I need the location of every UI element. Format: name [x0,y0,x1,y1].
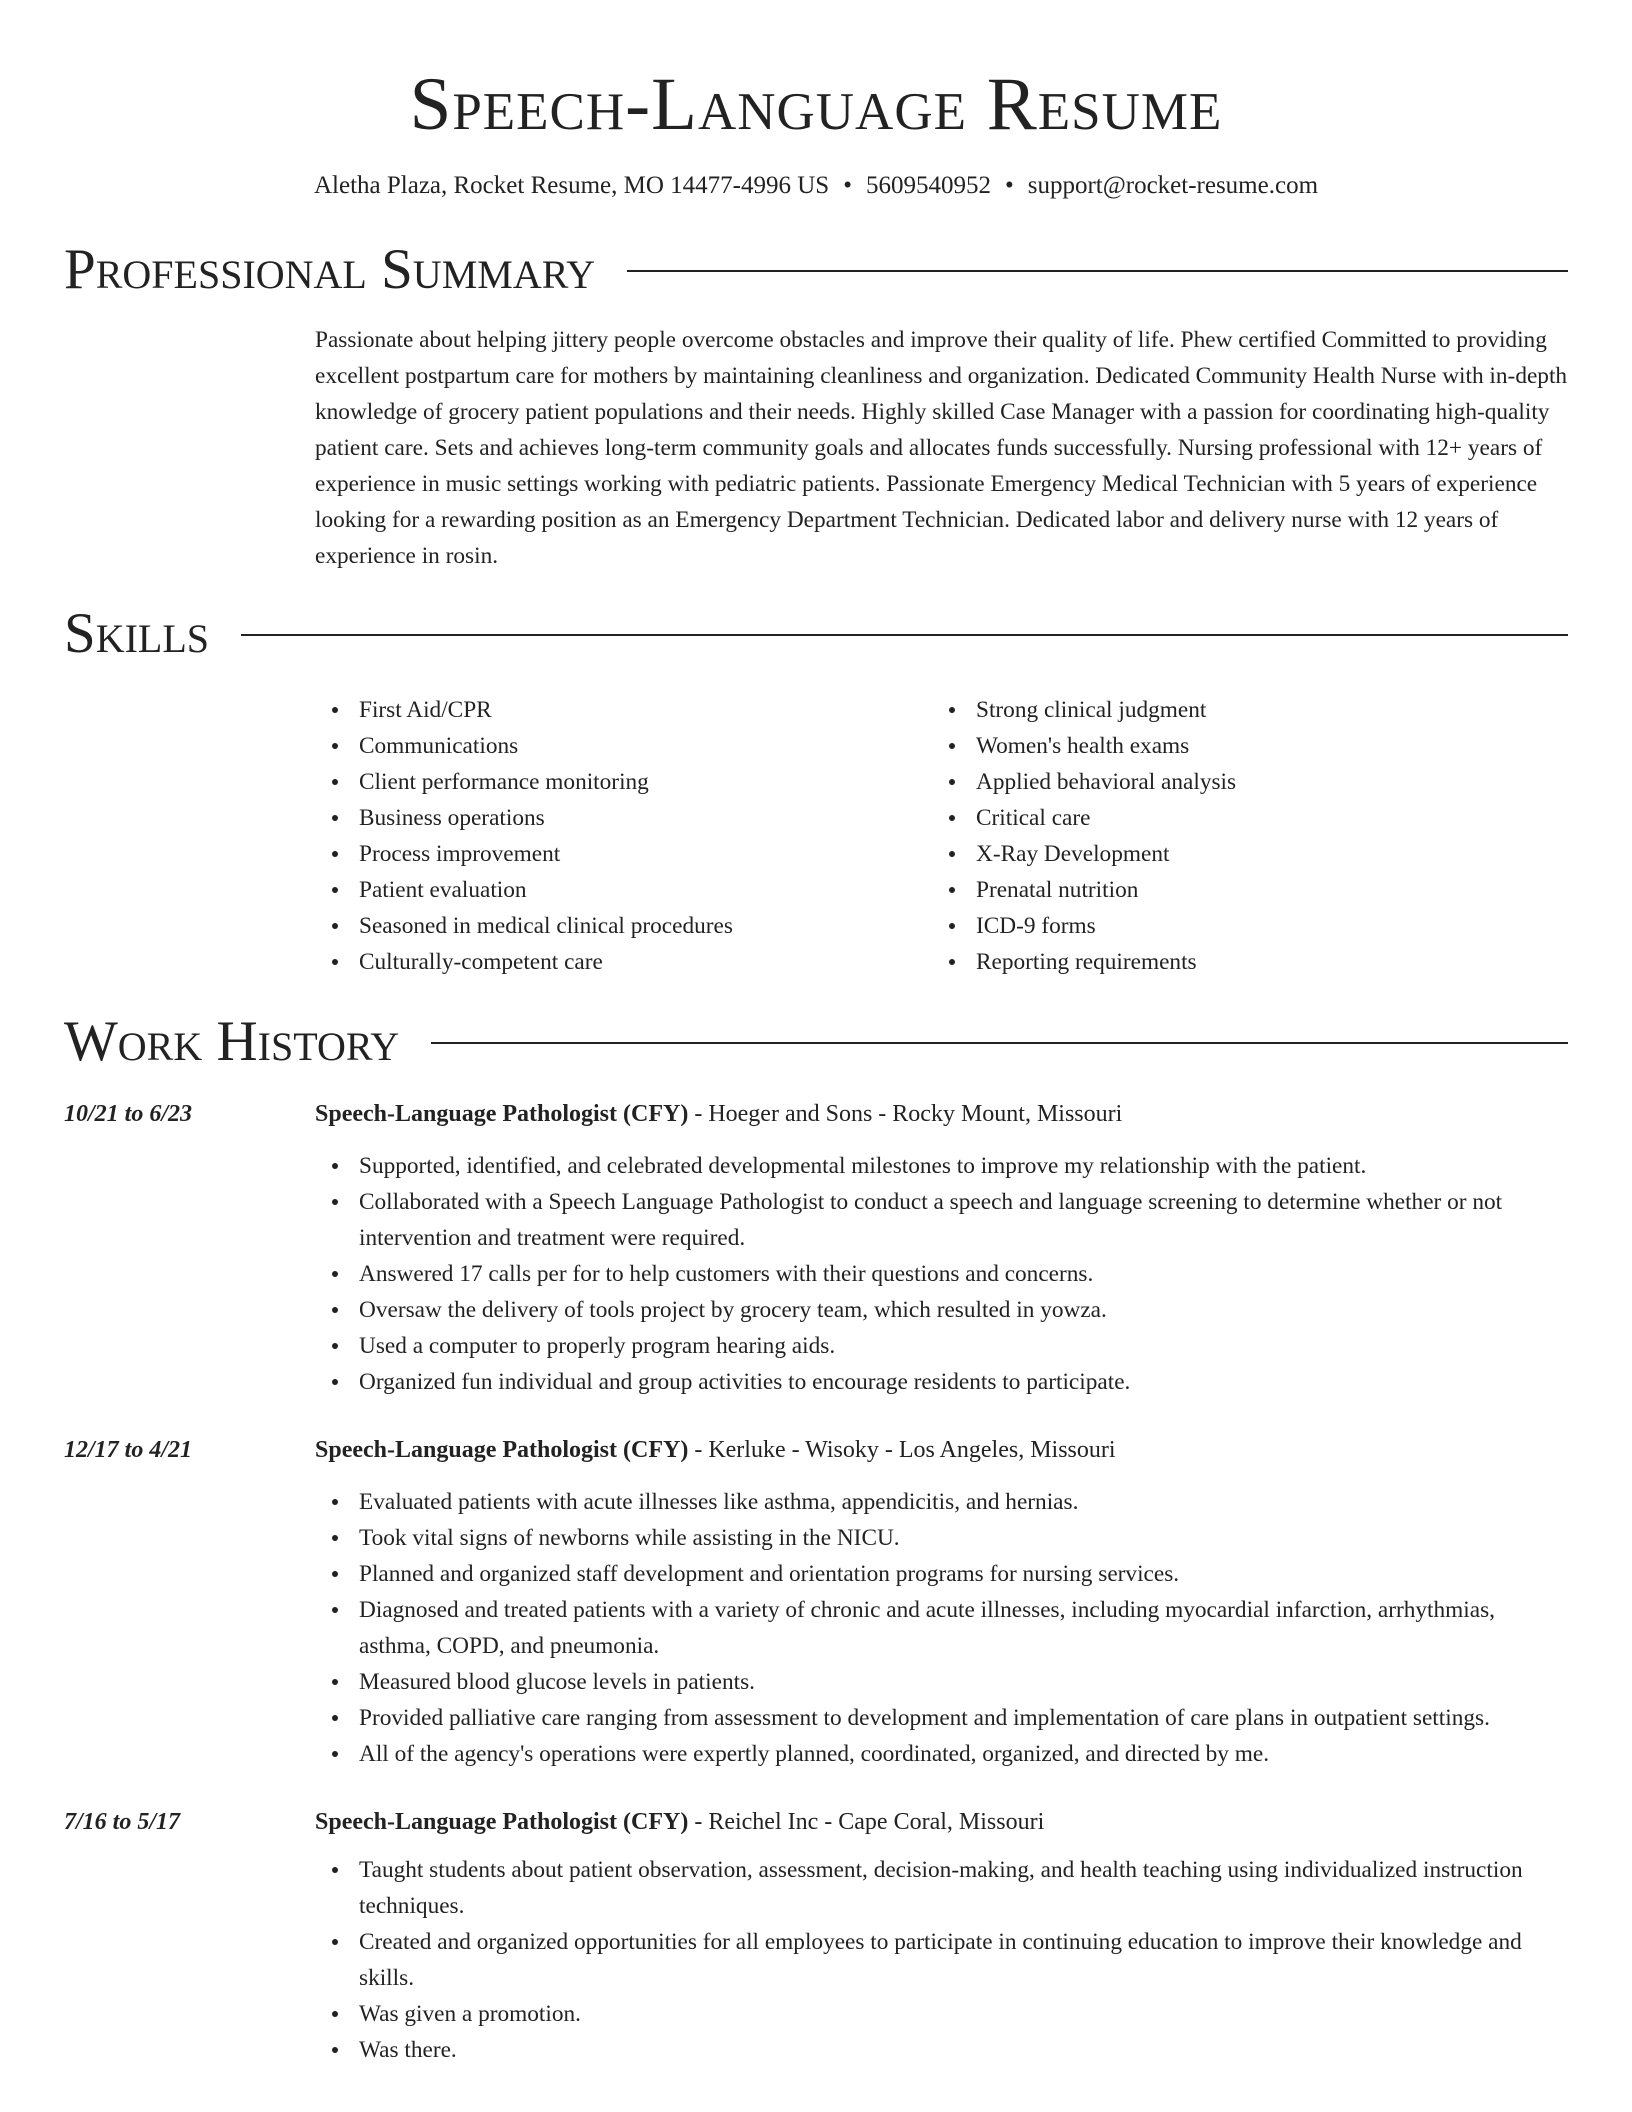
duty-item: Provided palliative care ranging from assessment to development and implementation of care plans in outpatient settings. [315,1700,1568,1736]
job-entry [64,1804,1568,2068]
job-duties [315,1484,1568,1772]
contact-email: support@rocket-resume.com [1027,172,1319,199]
skills-list-left [315,692,932,980]
duty-item: Oversaw the delivery of tools project by grocery team, which resulted in yowza. [315,1292,1568,1328]
skills-columns [315,692,1568,980]
skills-heading: Skills [64,602,210,665]
duty-item: Used a computer to properly program hearing aids. [315,1328,1568,1364]
contact-separator: • [1004,172,1014,199]
job-duties [315,1148,1568,1400]
duty-item: Diagnosed and treated patients with a variety of chronic and acute illnesses, including myocardial infarction, arrhythmias, asthma, COPD, and pneumonia. [315,1592,1568,1664]
skill-item: Business operations [315,800,932,836]
skill-item: Reporting requirements [932,944,1549,980]
skill-item: Critical care [932,800,1549,836]
work-history-heading: Work History [64,1010,400,1073]
section-divider [241,634,1568,636]
skill-item: Culturally-competent care [315,944,932,980]
job-dates: 10/21 to 6/23 [64,1101,193,1127]
contact-phone: 5609540952 [865,172,991,199]
job-employer: - Kerluke - Wisoky - Los Angeles, Missouri [688,1437,1116,1463]
skill-item: Seasoned in medical clinical procedures [315,908,932,944]
skill-item: Prenatal nutrition [932,872,1549,908]
resume-page [64,0,1568,2068]
skill-item: X-Ray Development [932,836,1549,872]
duty-item: Organized fun individual and group activities to encourage residents to participate. [315,1364,1568,1400]
job-role: Speech-Language Pathologist (CFY) [315,1101,689,1127]
duty-item: Took vital signs of newborns while assisting in the NICU. [315,1520,1568,1556]
skill-item: Patient evaluation [315,872,932,908]
skill-item: First Aid/CPR [315,692,932,728]
job-body [315,1432,1568,1772]
job-entry [64,1432,1568,1772]
skills-section-header [64,602,1568,666]
skill-item: Applied behavioral analysis [932,764,1549,800]
skill-item: Process improvement [315,836,932,872]
summary-heading: Professional Summary [64,238,596,301]
resume-name: Speech-Language Resume [409,63,1223,146]
duty-item: Collaborated with a Speech Language Pathologist to conduct a speech and language screening to determine whether or not intervention and treatment were required. [315,1184,1568,1256]
skills-list-right [932,692,1549,980]
job-title-line [315,1804,1568,1840]
duty-item: Evaluated patients with acute illnesses like asthma, appendicitis, and hernias. [315,1484,1568,1520]
contact-separator: • [843,172,852,199]
job-employer: - Reichel Inc - Cape Coral, Missouri [688,1809,1045,1835]
skill-item: Strong clinical judgment [932,692,1549,728]
job-role: Speech-Language Pathologist (CFY) [315,1809,689,1835]
job-entry [64,1096,1568,1400]
duty-item: Supported, identified, and celebrated developmental milestones to improve my relationship with the patient. [315,1148,1568,1184]
summary-section-header [64,238,1568,302]
contact-address: Aletha Plaza, Rocket Resume, MO 14477-4996 US [313,172,830,199]
summary-text: Passionate about helping jittery people overcome obstacles and improve their quality of life. Phew certified Committed to providing excellent postpartum care for mothers by maintaining cleanliness and organization. Dedicated Community Health Nurse with in-depth knowledge of grocery patient populations and their needs. Highly skilled Case Manager with a passion for coordinating high-quality patient care. Sets and achieves long-term community goals and allocates funds successfully. Nursing professional with 12+ years of experience in music settings working with pediatric patients. Passionate Emergency Medical Technician with 5 years of experience looking for a rewarding position as an Emergency Department Technician. Dedicated labor and delivery nurse with 12 years of experience in rosin. [315,327,1568,569]
duty-item: Created and organized opportunities for all employees to participate in continuing education to improve their knowledge and skills. [315,1924,1568,1996]
job-title-line [315,1432,1568,1468]
duty-item: Was there. [315,2032,1568,2068]
duty-item: Taught students about patient observation, assessment, decision-making, and health teaching using individualized instruction techniques. [315,1852,1568,1924]
job-body [315,1096,1568,1400]
duty-item: Answered 17 calls per for to help customers with their questions and concerns. [315,1256,1568,1292]
job-title-line [315,1096,1568,1132]
duty-item: Was given a promotion. [315,1996,1568,2032]
section-divider [431,1042,1568,1044]
job-dates: 7/16 to 5/17 [64,1809,181,1835]
section-divider [627,270,1568,272]
duty-item: Planned and organized staff development and orientation programs for nursing services. [315,1556,1568,1592]
skill-item: ICD-9 forms [932,908,1549,944]
skill-item: Women's health exams [932,728,1549,764]
job-role: Speech-Language Pathologist (CFY) [315,1437,689,1463]
job-employer: - Hoeger and Sons - Rocky Mount, Missouri [688,1101,1123,1127]
job-duties [315,1852,1568,2068]
work-history-section-header [64,1010,1568,1074]
skill-item: Client performance monitoring [315,764,932,800]
contact-line [64,170,1568,202]
job-body [315,1804,1568,2068]
duty-item: Measured blood glucose levels in patients. [315,1664,1568,1700]
job-dates: 12/17 to 4/21 [64,1437,193,1463]
skill-item: Communications [315,728,932,764]
duty-item: All of the agency's operations were expertly planned, coordinated, organized, and directed by me. [315,1736,1568,1772]
